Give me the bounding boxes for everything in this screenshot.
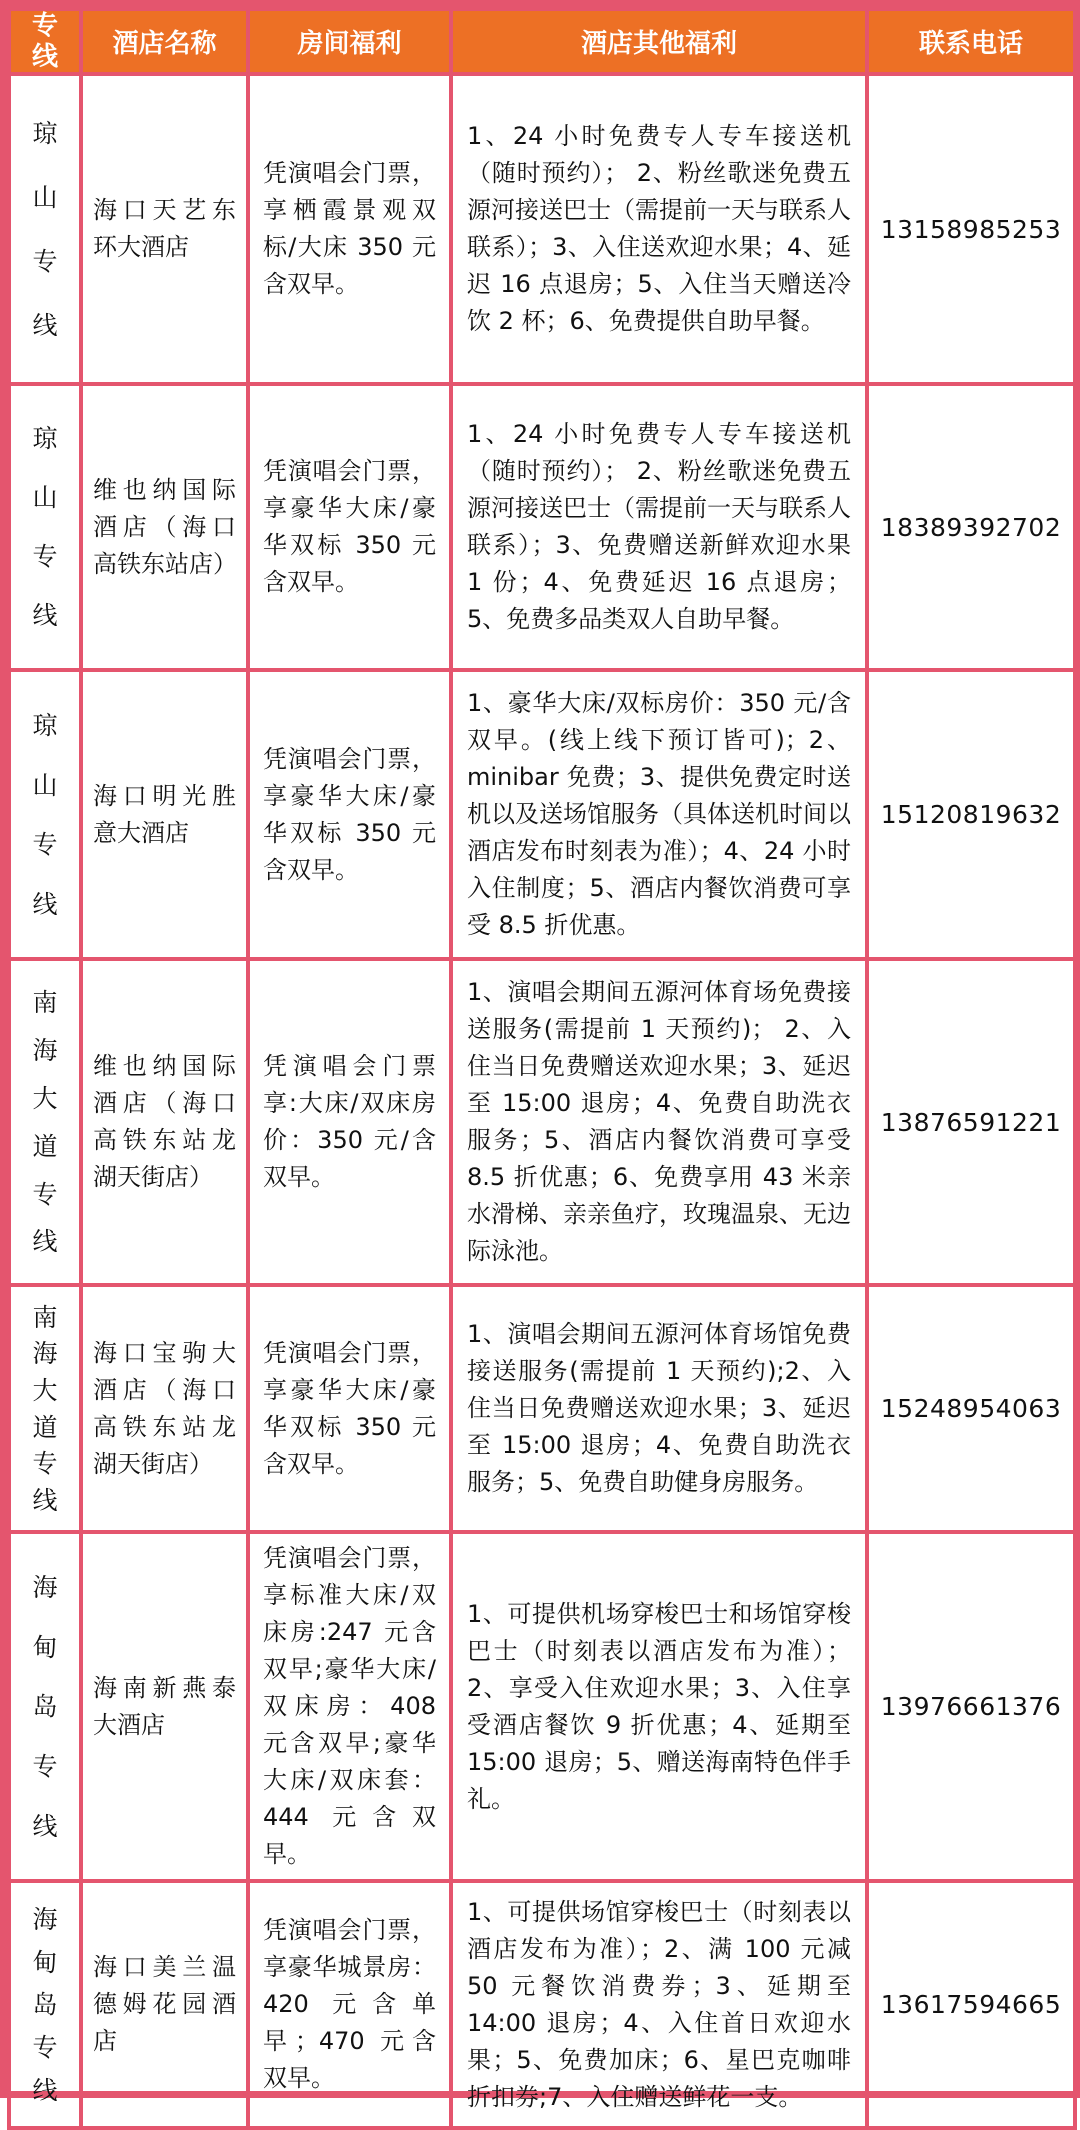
col-header-other-benefit: 酒店其他福利: [451, 9, 867, 74]
line-cell: [9, 1285, 81, 1532]
other-benefit-text: 1、24 小时免费专人专车接送机（随时预约）； 2、粉丝歌迷免费五源河接送巴士（需提前一天与联系人联系）；3、入住送欢迎水果；4、延迟 16 点退房；5、入住当天赠送冷饮 2 杯；6、免费提供自助早餐。: [467, 122, 851, 336]
table-header: [9, 9, 1075, 74]
table-row: [9, 384, 1075, 670]
col-header-line: [9, 9, 81, 74]
room-benefit-cell: [248, 670, 451, 959]
phone-cell: 13617594665: [867, 1881, 1075, 2128]
hotel-name-cell: [81, 384, 248, 670]
hotel-name: 维也纳国际酒店（海口高铁东站龙湖天街店）: [93, 1052, 236, 1192]
room-benefit-cell: [248, 1532, 451, 1881]
room-benefit-text: 凭演唱会门票，享栖霞景观双标/大床 350 元含双早。: [263, 159, 436, 299]
table-row: [9, 1881, 1075, 2128]
phone-cell: 18389392702: [867, 384, 1075, 670]
other-benefit-text: 1、演唱会期间五源河体育场馆免费接送服务(需提前 1 天预约);2、入住当日免费赠送欢迎水果；3、延迟至 15:00 退房；4、免费自助洗衣服务；5、免费自助健身房服务。: [467, 1320, 851, 1497]
room-benefit-cell: [248, 1285, 451, 1532]
col-header-hotel-name: 酒店名称: [81, 9, 248, 74]
hotel-name: 海口明光胜意大酒店: [93, 781, 236, 847]
other-benefit-cell: [451, 74, 867, 384]
hotel-name: 海口天艺东环大酒店: [93, 196, 236, 262]
table-row: [9, 1285, 1075, 1532]
line-cell: [9, 1881, 81, 2128]
hotel-name-cell: [81, 1532, 248, 1881]
hotel-name-cell: [81, 670, 248, 959]
hotel-name-cell: [81, 1285, 248, 1532]
room-benefit-cell: [248, 959, 451, 1285]
room-benefit-text: 凭演唱会门票，享豪华大床/豪华双标 350 元含双早。: [263, 457, 436, 597]
room-benefit-cell: [248, 74, 451, 384]
other-benefit-cell: [451, 384, 867, 670]
line-cell: [9, 959, 81, 1285]
room-benefit-text: 凭演唱会门票，享豪华城景房：420 元含单早；470 元含双早。: [263, 1916, 436, 2093]
line-cell: [9, 1532, 81, 1881]
line-label: 琼 山 专 线: [32, 710, 58, 919]
room-benefit-text: 凭演唱会门票，享豪华大床/豪华双标 350 元含双早。: [263, 1338, 436, 1478]
line-label: 海 甸 岛 专 线: [32, 1573, 58, 1841]
hotel-name-cell: [81, 74, 248, 384]
phone-cell: 13876591221: [867, 959, 1075, 1285]
hotel-name: 海口宝驹大酒店（海口高铁东站龙湖天街店）: [93, 1338, 236, 1478]
room-benefit-text: 凭演唱会门票，享豪华大床/豪华双标 350 元含双早。: [263, 744, 436, 884]
table-row: [9, 74, 1075, 384]
other-benefit-text: 1、可提供机场穿梭巴士和场馆穿梭巴士（时刻表以酒店发布为准）；2、享受入住欢迎水果；3、入住享受酒店餐饮 9 折优惠；4、延期至 15:00 退房；5、赠送海南特色伴手礼。: [467, 1599, 851, 1813]
hotel-name-cell: [81, 1881, 248, 2128]
line-cell: [9, 670, 81, 959]
room-benefit-cell: [248, 1881, 451, 2128]
phone-cell: 13976661376: [867, 1532, 1075, 1881]
other-benefit-cell: [451, 670, 867, 959]
hotel-name: 海口美兰温德姆花园酒店: [93, 1953, 236, 2056]
line-label: 南 海 大 道 专 线: [32, 988, 58, 1257]
col-header-line-label: 专 线: [31, 11, 58, 72]
other-benefit-cell: [451, 1532, 867, 1881]
header-row: [9, 9, 1075, 74]
other-benefit-text: 1、24 小时免费专人专车接送机（随时预约）； 2、粉丝歌迷免费五源河接送巴士（需提前一天与联系人联系）；3、免费赠送新鲜欢迎水果 1 份；4、免费延迟 16 点退房；5、免费多品类双人自助早餐。: [467, 420, 851, 634]
col-header-room-benefit: 房间福利: [248, 9, 451, 74]
other-benefit-cell: [451, 959, 867, 1285]
phone-cell: 15248954063: [867, 1285, 1075, 1532]
room-benefit-text: 凭演唱会门票享:大床/双床房价：350 元/含双早。: [263, 1052, 436, 1192]
table-row: [9, 959, 1075, 1285]
col-header-phone: 联系电话: [867, 9, 1075, 74]
room-benefit-text: 凭演唱会门票，享标准大床/双床房:247 元含双早;豪华大床/双床房：408 元含双早;豪华大床/双床套：444 元含双早。: [263, 1544, 436, 1869]
hotel-benefits-table: [7, 7, 1077, 2130]
table-row: [9, 1532, 1075, 1881]
line-label: 南 海 大 道 专 线: [32, 1302, 58, 1515]
other-benefit-text: 1、豪华大床/双标房价：350 元/含双早。(线上线下预订皆可)；2、minibar 免费；3、提供免费定时送机以及送场馆服务（具体送机时间以酒店发布时刻表为准）；4、24 小时入住制度；5、酒店内餐饮消费可享受 8.5 折优惠。: [467, 689, 851, 940]
table-row: [9, 670, 1075, 959]
other-benefit-cell: [451, 1285, 867, 1532]
hotel-name: 维也纳国际酒店（海口高铁东站店）: [93, 475, 237, 578]
hotel-name: 海南新燕泰大酒店: [93, 1673, 236, 1739]
line-label: 琼 山 专 线: [32, 119, 58, 340]
hotel-name-cell: [81, 959, 248, 1285]
other-benefit-text: 1、可提供场馆穿梭巴士（时刻表以酒店发布为准）；2、满 100 元减 50 元餐饮消费券；3、延期至 14:00 退房；4、入住首日欢迎水果；5、免费加床；6、星巴克咖啡折扣券;7、入住赠送鲜花一支。: [467, 1897, 851, 2111]
other-benefit-cell: [451, 1881, 867, 2128]
line-label: 琼 山 专 线: [32, 424, 58, 631]
room-benefit-cell: [248, 384, 451, 670]
phone-cell: 15120819632: [867, 670, 1075, 959]
table-body: [9, 74, 1075, 2128]
line-label: 海 甸 岛 专 线: [32, 1905, 58, 2105]
phone-cell: 13158985253: [867, 74, 1075, 384]
line-cell: [9, 74, 81, 384]
other-benefit-text: 1、演唱会期间五源河体育场免费接送服务(需提前 1 天预约)； 2、入住当日免费赠送欢迎水果；3、延迟至 15:00 退房；4、免费自助洗衣服务；5、酒店内餐饮消费可享受 8.5 折优惠；6、免费享用 43 米亲水滑梯、亲亲鱼疗，玫瑰温泉、无边际泳池。: [467, 978, 851, 1266]
line-cell: [9, 384, 81, 670]
